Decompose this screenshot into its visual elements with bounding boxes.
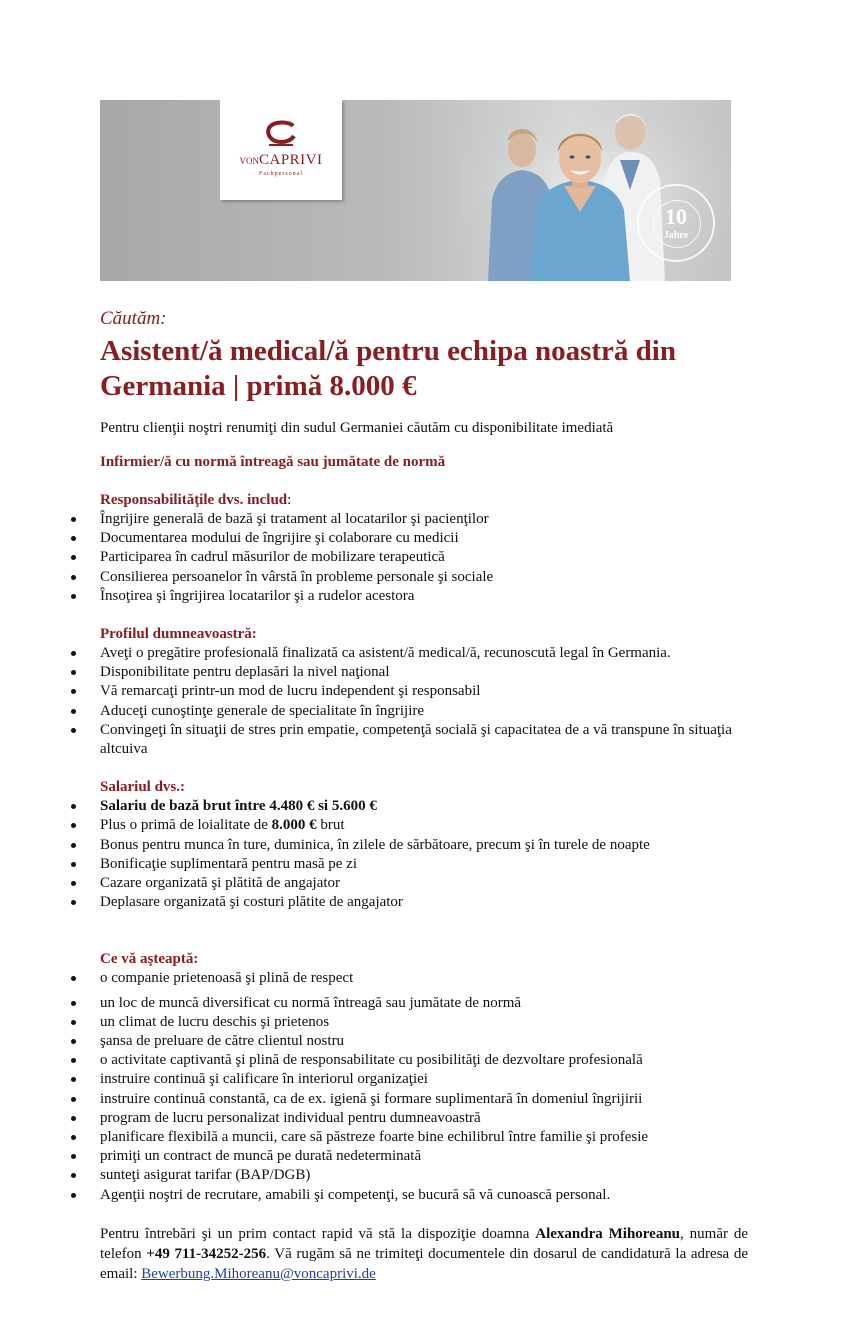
list-item: şansa de preluare de către clientul nostru [100,1032,748,1051]
profile-list [100,644,748,759]
list-item: Plus o primă de loialitate de 8.000 € brut [100,816,748,835]
contact-paragraph: Pentru întrebări şi un prim contact rapid vă stă la dispoziţie doamna Alexandra Mihoreanu, număr de telefon +49 711-34252-256. Vă rugăm să ne trimiteţi documentele din dosarul de candidatură la adresa de email: Bewerbung.Mihoreanu@voncaprivi.de [100,1225,748,1282]
list-item: Convingeţi în situaţii de stres prin empatie, competenţă socială şi capacitatea de a vă transpune în situaţia altcuiva [100,721,748,759]
anniversary-number: 10 [665,204,687,229]
list-item: Însoţirea şi îngrijirea locatarilor şi a rudelor acestora [100,587,748,606]
logo-subtitle: Fachpersonal [259,171,303,177]
list-item [100,797,748,816]
salary-list [100,797,748,912]
expect-heading: Ce vă aşteaptă: [100,951,199,968]
list-item: sunteţi asigurat tarifar (BAP/DGB) [100,1166,748,1185]
job-posting [100,307,748,1284]
list-item: Disponibilitate pentru deplasări la nivel naţional [100,663,748,682]
list-item: Bonus pentru munca în ture, duminica, în zilele de sărbătoare, precum şi în turele de noapte [100,836,748,855]
list-item: Vă remarcaţi printr-un mod de lucru independent şi responsabil [100,682,748,701]
responsibilities-list [100,510,748,606]
list-item: Cazare organizată şi plătită de angajator [100,874,748,893]
list-item: Participarea în cadrul măsurilor de mobilizare terapeutică [100,548,748,567]
base-salary: Salariu de bază brut între 4.480 € si 5.600 € [100,798,377,815]
logo-wordmark: VONCAPRIVI [239,152,323,168]
contact-phone: +49 711-34252-256 [146,1245,267,1262]
list-item: Aveţi o pregătire profesională finalizată ca asistent/ă medical/ă, recunoscută legal în Germania. [100,644,748,663]
contact-email-link[interactable]: Bewerbung.Mihoreanu@voncaprivi.de [141,1265,376,1282]
contact-person: Alexandra Mihoreanu [535,1225,681,1242]
loyalty-bonus-amount: 8.000 € [271,817,317,834]
list-item: Bonificaţie suplimentară pentru masă pe zi [100,855,748,874]
company-logo [220,100,342,200]
list-item: Aduceţi cunoştinţe generale de specialitate în îngrijire [100,702,748,721]
list-item: Îngrijire generală de bază şi tratament al locatarilor şi pacienţilor [100,510,748,529]
salary-heading: Salariul dvs.: [100,779,186,796]
list-item: o activitate captivantă şi plină de responsabilitate cu posibilităţi de dezvoltare profesională [100,1051,748,1070]
list-item: instruire continuă şi calificare în interiorul organizaţiei [100,1070,748,1089]
logo-c-mark [265,120,297,148]
list-item: planificare flexibilă a muncii, care să păstreze foarte bine echilibrul între familie şi profesie [100,1128,748,1147]
responsibilities-heading: Responsabilităţile dvs. includ: [100,492,292,508]
anniversary-badge [637,184,715,262]
intro-text: Pentru clienţii noştri renumiţi din sudul Germaniei căutăm cu disponibilitate imediată [100,420,614,436]
header-banner [100,100,731,281]
anniversary-word: Jahre [663,230,689,241]
list-item: Consilierea persoanelor în vârstă în probleme personale şi sociale [100,568,748,587]
kicker: Căutăm: [100,308,167,329]
list-item: un climat de lucru deschis şi prietenos [100,1013,748,1032]
list-item: un loc de muncă diversificat cu normă întreagă sau jumătate de normă [100,994,748,1013]
job-title: Asistent/ă medical/ă pentru echipa noastră din Germania | primă 8.000 € [100,335,676,402]
list-item: o companie prietenoasă şi plină de respect [100,969,748,988]
profile-heading: Profilul dumneavoastră: [100,626,257,643]
expect-list [100,994,748,1205]
position-type: Infirmier/ă cu normă întreagă sau jumătate de normă [100,454,446,470]
list-item: primiţi un contract de muncă pe durată nedeterminată [100,1147,748,1166]
list-item: Deplasare organizată şi costuri plătite de angajator [100,893,748,912]
list-item: program de lucru personalizat individual pentru dumneavoastră [100,1109,748,1128]
expect-first-list [100,969,748,988]
list-item: instruire continuă constantă, ca de ex. igienă şi formare suplimentară în domeniul îngrijirii [100,1090,748,1109]
list-item: Agenţii noştri de recrutare, amabili şi competenţi, se bucură să vă cunoască personal. [100,1186,748,1205]
list-item: Documentarea modului de îngrijire şi colaborare cu medicii [100,529,748,548]
